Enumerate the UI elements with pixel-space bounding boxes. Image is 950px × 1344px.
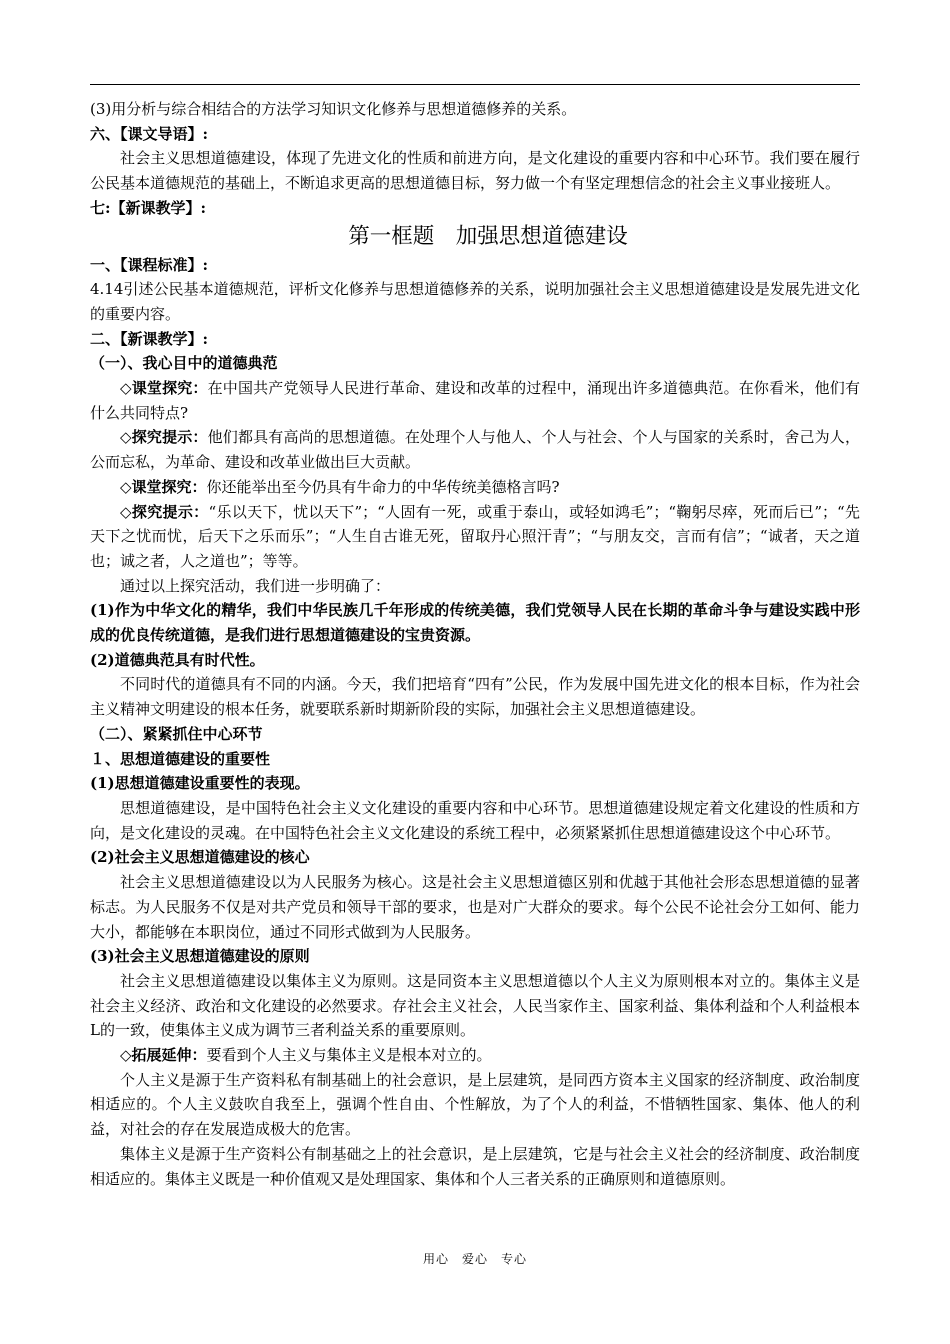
- heading-intro: 六、【课文导语】:: [90, 124, 209, 143]
- lesson-title: 第一框题 加强思想道德建设: [348, 223, 628, 249]
- section-1-heading: （一）、我心目中的道德典范: [90, 354, 278, 373]
- inquiry-hint-1: [90, 425, 860, 474]
- extension-line: [90, 1043, 860, 1068]
- point-2-text: 不同时代的道德具有不同的内涵。今天，我们把培育“四有”公民，作为发展中国先进文化的根本目标，作为社会主义精神文明建设的根本任务，就要联系新时期新阶段的实际，加强社会主义思想道德建设。: [90, 675, 860, 719]
- inquiry-label: ◇课堂探究：: [120, 379, 208, 398]
- section-2-heading: （二）、紧紧抓住中心环节: [90, 724, 263, 743]
- inquiry-hint-2: [90, 500, 860, 574]
- subsection-1a-text: 思想道德建设，是中国特色社会主义文化建设的重要内容和中心环节。思想道德建设规定着文化建设的性质和方向，是文化建设的灵魂。在中国特色社会主义文化建设的系统工程中，必须紧紧抓住思想道德建设这个中心环节。: [90, 798, 860, 842]
- heading-new-teaching: 二、【新课教学】:: [90, 329, 209, 348]
- document-body: [90, 97, 860, 1191]
- hint-label: ◇探究提示：: [120, 428, 208, 447]
- point-2-bold: (2)道德典范具有时代性。: [90, 650, 265, 669]
- hint-label: ◇探究提示：: [120, 502, 209, 521]
- class-inquiry-2: [90, 475, 860, 500]
- class-inquiry-1: [90, 376, 860, 425]
- subsection-1b-heading: (2)社会主义思想道德建设的核心: [90, 848, 310, 867]
- subsection-1c-heading: (3)社会主义思想道德建设的原则: [90, 947, 310, 966]
- curriculum-standard-text: 4.14引述公民基本道德规范，评析文化修养与思想道德修养的关系，说明加强社会主义思想道德建设是发展先进文化的重要内容。: [90, 280, 860, 323]
- inquiry-text: 你还能举出至今仍具有牛命力的中华传统美德格言吗?: [206, 477, 560, 496]
- point-1-bold: (1)作为中华文化的精华，我们中华民族几千年形成的传统美德，我们党领导人民在长期的革命斗争与建设实践中形成的优良传统道德，是我们进行思想道德建设的宝贵资源。: [90, 601, 860, 645]
- collectivism-paragraph: 集体主义是源于生产资料公有制基础之上的社会意识，是上层建筑，它是与社会主义社会的经济制度、政治制度相适应的。集体主义既是一种价值观又是处理国家、集体和个人三者关系的正确原则和道德原则。: [90, 1144, 860, 1188]
- subsection-1-heading: １、思想道德建设的重要性: [90, 749, 271, 768]
- header-rule: [90, 84, 860, 85]
- summary-line: 通过以上探究活动，我们进一步明确了：: [120, 576, 391, 595]
- heading-new-lesson: 七:【新课教学】:: [90, 198, 207, 217]
- extension-text: 要看到个人主义与集体主义是根本对立的。: [206, 1046, 492, 1065]
- extension-label: ◇拓展延伸：: [120, 1046, 207, 1065]
- subsection-1c-text: 社会主义思想道德建设以集体主义为原则。这是同资本主义思想道德以个人主义为原则根本对立的。集体主义是社会主义经济、政治和文化建设的必然要求。存社会主义社会，人民当家作主、国家利益、集体利益和个人利益根本L的一致，使集体主义成为调节三者利益关系的重要原则。: [90, 971, 860, 1040]
- intro-paragraph: 社会主义思想道德建设，体现了先进文化的性质和前进方向，是文化建设的重要内容和中心环节。我们要在履行公民基本道德规范的基础上，不断追求更高的思想道德目标，努力做一个有坚定理想信念的社会主义事业接班人。: [90, 149, 860, 193]
- subsection-1a-heading: (1)思想道德建设重要性的表现。: [90, 774, 310, 793]
- hint-text: “乐以天下，忧以天下”；“人固有一死，或重于泰山，或轻如鸿毛”；“鞠躬尽瘁，死而后已”；“先天下之忧而忧，后天下之乐而乐”；“人生自古谁无死，留取丹心照汗青”；“与朋友交，言而有信”；“诚者，天之道也；诚之者，人之道也”；等等。: [90, 502, 860, 570]
- subsection-1b-text: 社会主义思想道德建设以为人民服务为核心。这是社会主义思想道德区别和优越于其他社会形态思想道德的显著标志。为人民服务不仅是对共产党员和领导干部的要求，也是对广大群众的要求。每个公民不论社会分工如何、能力大小，都能够在本职岗位，通过不同形式做到为人民服务。: [90, 873, 860, 941]
- inquiry-text: 在中国共产党领导人民进行革命、建设和改革的过程中，涌现出许多道德典范。在你看米，他们有什么共同特点?: [90, 379, 860, 422]
- objective-3: (3)用分析与综合相结合的方法学习知识文化修养与思想道德修养的关系。: [90, 100, 577, 118]
- hint-text: 他们都具有高尚的思想道德。在处理个人与他人、个人与社会、个人与国家的关系时，舍己为人，公而忘私，为革命、建设和改革业做出巨大贡献。: [90, 428, 860, 472]
- page-footer: 用心 爱心 专心: [422, 1252, 527, 1266]
- individualism-paragraph: 个人主义是源于生产资料私有制基础上的社会意识，是上层建筑，是同西方资本主义国家的经济制度、政治制度相适应的。个人主义鼓吹自我至上，强调个性自由、个性解放，为了个人的利益，不惜牺牲国家、集体、他人的利益，对社会的存在发展造成极大的危害。: [90, 1070, 860, 1139]
- inquiry-label: ◇课堂探究：: [120, 477, 207, 496]
- heading-curriculum-standard: 一、【课程标准】:: [90, 255, 209, 274]
